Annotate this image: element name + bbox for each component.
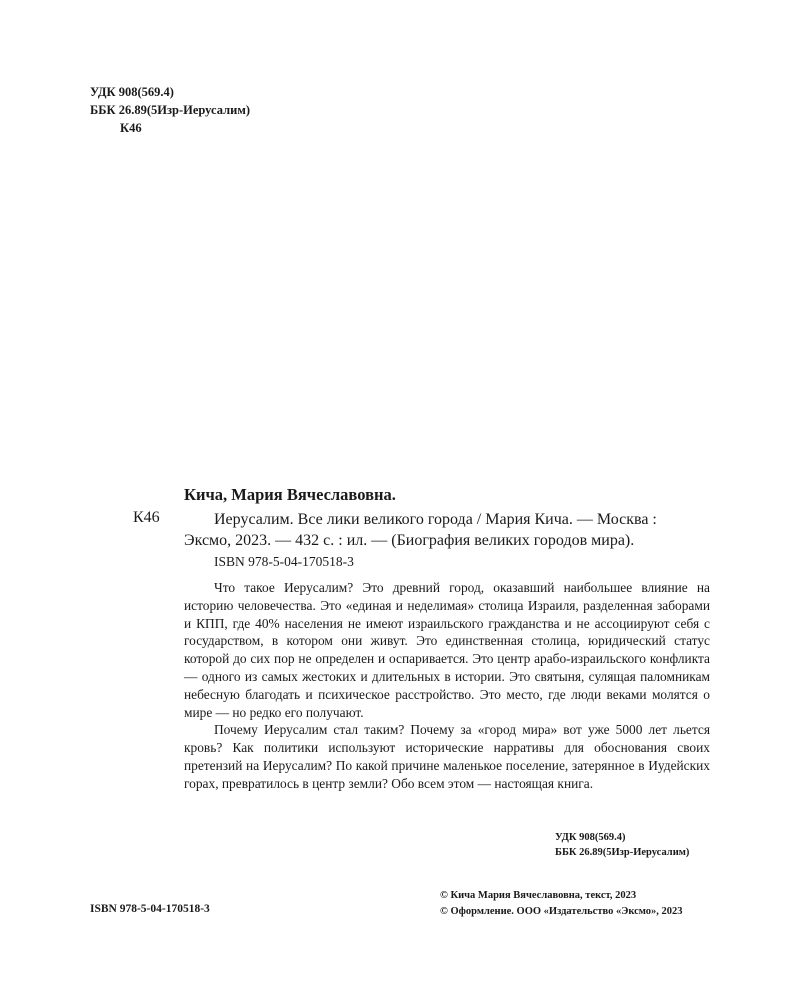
catalog-author: Кича, Мария Вячеславовна. — [184, 485, 396, 504]
udk-code: УДК 908(569.4) — [90, 85, 174, 99]
bbk-code: ББК 26.89(5Изр-Иерусалим) — [90, 103, 250, 117]
copyright-design: © Оформление. ООО «Издательство «Эксмо», 2023 — [440, 906, 683, 917]
title-line-1: Иерусалим. Все лики великого города / Мария Кича. — Москва : — [214, 511, 657, 528]
catalog-author-mark: К46 — [133, 509, 160, 526]
author-mark: К46 — [120, 121, 142, 135]
classification-codes-bottom — [555, 830, 689, 860]
bbk-code-bottom: ББК 26.89(5Изр-Иерусалим) — [555, 847, 690, 858]
title-line-2: Эксмо, 2023. — 432 с. : ил. — (Биография великих городов мира). — [184, 532, 635, 549]
copyright-block — [440, 888, 683, 920]
catalog-title-description — [184, 509, 724, 551]
isbn-footer: ISBN 978-5-04-170518-3 — [90, 903, 210, 915]
copyright-text: © Кича Мария Вячеславовна, текст, 2023 — [440, 890, 637, 901]
catalog-isbn: ISBN 978-5-04-170518-3 — [214, 554, 354, 569]
annotation-paragraph-2: Почему Иерусалим стал таким? Почему за «город мира» вот уже 5000 лет льется кровь? Как политики используют исторические нарративы для обоснования своих претензий на Иерусалим? По какой причине маленькое поселение, затерянное в Иудейских горах, превратилось в центр земли? Обо всем этом — настоящая книга. — [184, 722, 710, 791]
annotation — [184, 579, 710, 793]
udk-code-bottom: УДК 908(569.4) — [555, 832, 626, 843]
classification-codes-top — [90, 83, 250, 137]
annotation-paragraph-1: Что такое Иерусалим? Это древний город, оказавший наибольшее влияние на историю человечества. Это «единая и неделимая» столица Израиля, разделенная заборами и КПП, где 40% населения не имеют израильского гражданства и не ассоциируют себя с государством, в котором они живут. Это единственная столица, юридический статус которой до сих пор не определен и оспаривается. Это центр арабо-израильского конфликта — одного из самых жестоких и длительных в истории. Это святыня, сулящая паломникам небесную благодать и психическое расстройство. Это место, где люди веками молятся о мире — но редко его получают. — [184, 580, 710, 720]
